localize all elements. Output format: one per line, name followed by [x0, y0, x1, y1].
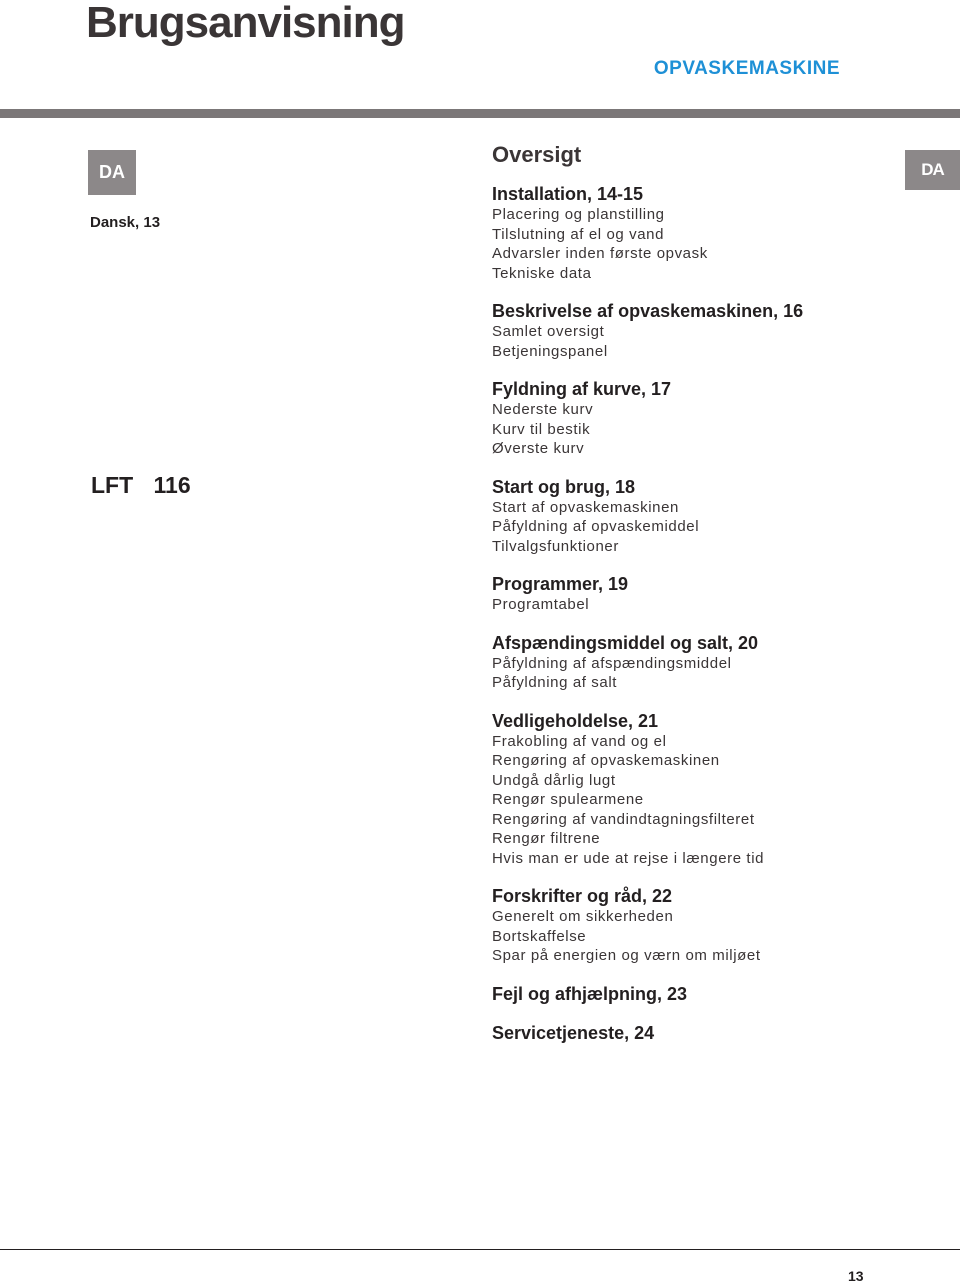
toc-section-item: Advarsler inden første opvask [492, 245, 708, 262]
toc-section-item: Frakobling af vand og el [492, 732, 667, 750]
toc-section-title: Forskrifter og råd, 22 [492, 886, 673, 906]
toc-title: Oversigt [492, 142, 582, 167]
toc-section-title: Vedligeholdelse, 21 [492, 710, 659, 731]
toc-section-item: Rengøring af opvaskemaskinen [492, 752, 720, 769]
toc-section-item: Placering og planstilling [492, 206, 665, 223]
toc-section-item: Tilvalgsfunktioner [492, 537, 619, 555]
toc-section-item: Øverste kurv [492, 440, 585, 457]
toc-section-item: Påfyldning af opvaskemiddel [492, 518, 700, 535]
toc-section-item: Spar på energien og værn om miljøet [492, 947, 761, 964]
toc-section-item: Start af opvaskemaskinen [492, 498, 679, 516]
toc-section-item: Rengøring af vandindtagningsfilteret [492, 810, 755, 828]
footer-rule [0, 1249, 960, 1250]
toc-section [492, 710, 902, 869]
toc-section [492, 573, 902, 615]
toc-section-item: Programtabel [492, 596, 590, 613]
toc-section-item: Rengør spulearmene [492, 791, 644, 808]
toc-section-list [492, 183, 902, 1044]
toc-section-item: Hvis man er ude at rejse i længere tid [492, 849, 765, 867]
toc-section-title: Servicetjeneste, 24 [492, 1022, 655, 1043]
toc-section-title: Fejl og afhjælpning, 23 [492, 983, 688, 1004]
language-code: DA [99, 162, 125, 182]
toc-section-title: Beskrivelse af opvaskemaskinen, 16 [492, 301, 804, 321]
header-rule [0, 109, 960, 118]
page-number: 13 [848, 1268, 864, 1284]
table-of-contents [492, 142, 902, 1061]
toc-section-item: Nederste kurv [492, 401, 594, 418]
toc-section-item: Bortskaffelse [492, 927, 587, 945]
toc-section-title: Fyldning af kurve, 17 [492, 379, 672, 399]
toc-section-item: Betjeningspanel [492, 342, 608, 360]
toc-section-title: Start og brug, 18 [492, 476, 636, 497]
toc-section-item: Tekniske data [492, 264, 592, 282]
language-code-box [88, 150, 136, 195]
toc-section [492, 632, 902, 693]
language-tab-label: DA [921, 160, 944, 179]
toc-section-item: Undgå dårlig lugt [492, 771, 616, 789]
toc-section-item: Samlet oversigt [492, 323, 605, 340]
toc-section-item: Kurv til bestik [492, 420, 591, 438]
toc-section-item: Påfyldning af salt [492, 674, 618, 691]
toc-section-item: Påfyldning af afspændingsmiddel [492, 654, 732, 672]
toc-section [492, 1022, 902, 1044]
toc-section-title: Installation, 14-15 [492, 184, 644, 204]
toc-section [492, 300, 902, 361]
toc-section-item: Rengør filtrene [492, 830, 601, 847]
toc-section [492, 983, 902, 1005]
toc-section-title: Afspændingsmiddel og salt, 20 [492, 632, 759, 653]
toc-section [492, 378, 902, 459]
language-tab [905, 150, 960, 190]
toc-section [492, 885, 902, 966]
toc-section [492, 183, 902, 283]
toc-section-item: Generelt om sikkerheden [492, 908, 674, 925]
product-type-heading: OPVASKEMASKINE [653, 58, 840, 79]
document-title: Brugsanvisning [86, 0, 405, 47]
toc-section-item: Tilslutning af el og vand [492, 225, 665, 243]
model-name: LFT 116 [91, 472, 191, 498]
toc-section [492, 476, 902, 557]
language-page-reference: Dansk, 13 [90, 214, 161, 231]
toc-section-title: Programmer, 19 [492, 574, 629, 594]
